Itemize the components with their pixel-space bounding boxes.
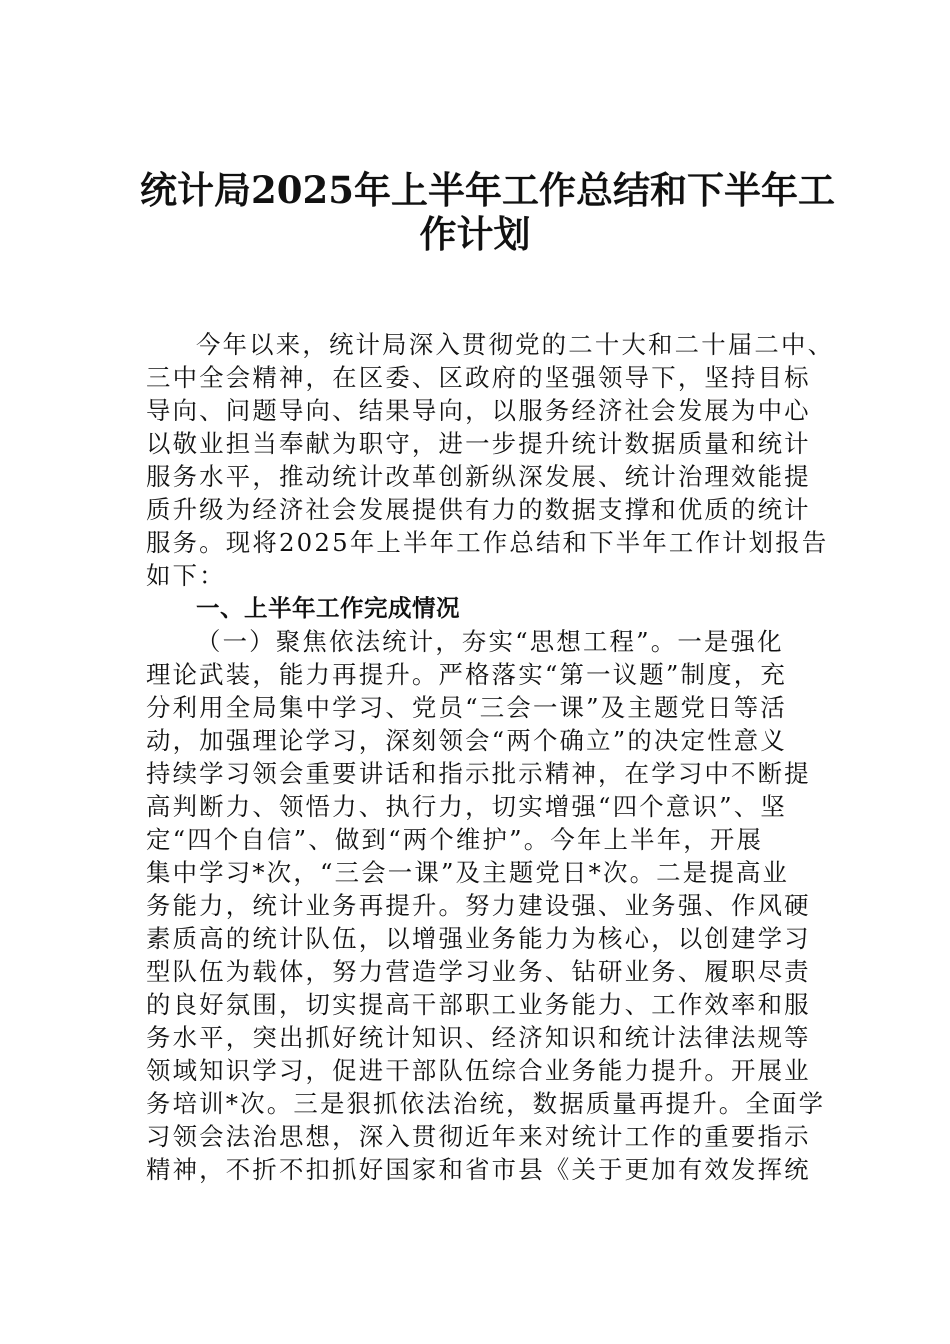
paragraph-line: 务水平，突出抓好统计知识、经济知识和统计法律法规等 [146, 1023, 811, 1052]
paragraph-line: 集中学习*次，“三会一课”及主题党日*次。二是提高业 [146, 858, 790, 887]
paragraph-line: 服务。现将2025年上半年工作总结和下半年工作计划报告 [146, 528, 829, 557]
document-body [146, 328, 835, 1186]
section-heading: 一、上半年工作完成情况 [196, 594, 460, 622]
paragraph-line: （一）聚焦依法统计，夯实“思想工程”。一是强化 [196, 627, 784, 656]
paragraph-line: 分利用全局集中学习、党员“三会一课”及主题党日等活 [146, 693, 787, 722]
paragraph-line: 三中全会精神，在区委、区政府的坚强领导下，坚持目标 [146, 363, 811, 392]
paragraph-line: 理论武装，能力再提升。严格落实“第一议题”制度，充 [146, 660, 787, 689]
paragraph-line: 精神，不折不扣抓好国家和省市县《关于更加有效发挥统 [146, 1155, 811, 1184]
document-title-line-1: 统计局2025年上半年工作总结和下半年工 [140, 168, 835, 212]
paragraph-line: 动，加强理论学习，深刻领会“两个确立”的决定性意义 [146, 726, 787, 755]
document-title-line-2: 作计划 [419, 212, 531, 256]
paragraph-line: 的良好氛围，切实提高干部职工业务能力、工作效率和服 [146, 990, 811, 1019]
paragraph-line: 高判断力、领悟力、执行力，切实增强“四个意识”、坚 [146, 792, 787, 821]
paragraph-line: 领域知识学习，促进干部队伍综合业务能力提升。开展业 [146, 1056, 811, 1085]
paragraph-line: 持续学习领会重要讲话和指示批示精神，在学习中不断提 [146, 759, 811, 788]
paragraph-line: 务培训*次。三是狠抓依法治统，数据质量再提升。全面学 [146, 1089, 826, 1118]
paragraph-line: 素质高的统计队伍，以增强业务能力为核心，以创建学习 [146, 924, 811, 953]
paragraph-line: 如下： [146, 561, 226, 590]
paragraph-line: 服务水平，推动统计改革创新纵深发展、统计治理效能提 [146, 462, 811, 491]
paragraph-line: 导向、问题导向、结果导向，以服务经济社会发展为中心 [146, 396, 811, 425]
paragraph-line: 定“四个自信”、做到“两个维护”。今年上半年，开展 [146, 825, 764, 854]
paragraph-line: 习领会法治思想，深入贯彻近年来对统计工作的重要指示 [146, 1122, 811, 1151]
paragraph-line: 务能力，统计业务再提升。努力建设强、业务强、作风硬 [146, 891, 811, 920]
paragraph-line: 质升级为经济社会发展提供有力的数据支撑和优质的统计 [146, 495, 811, 524]
paragraph-line: 以敬业担当奉献为职守，进一步提升统计数据质量和统计 [146, 429, 811, 458]
paragraph-line: 今年以来，统计局深入贯彻党的二十大和二十届二中、 [196, 330, 835, 359]
paragraph-line: 型队伍为载体，努力营造学习业务、钻研业务、履职尽责 [146, 957, 811, 986]
